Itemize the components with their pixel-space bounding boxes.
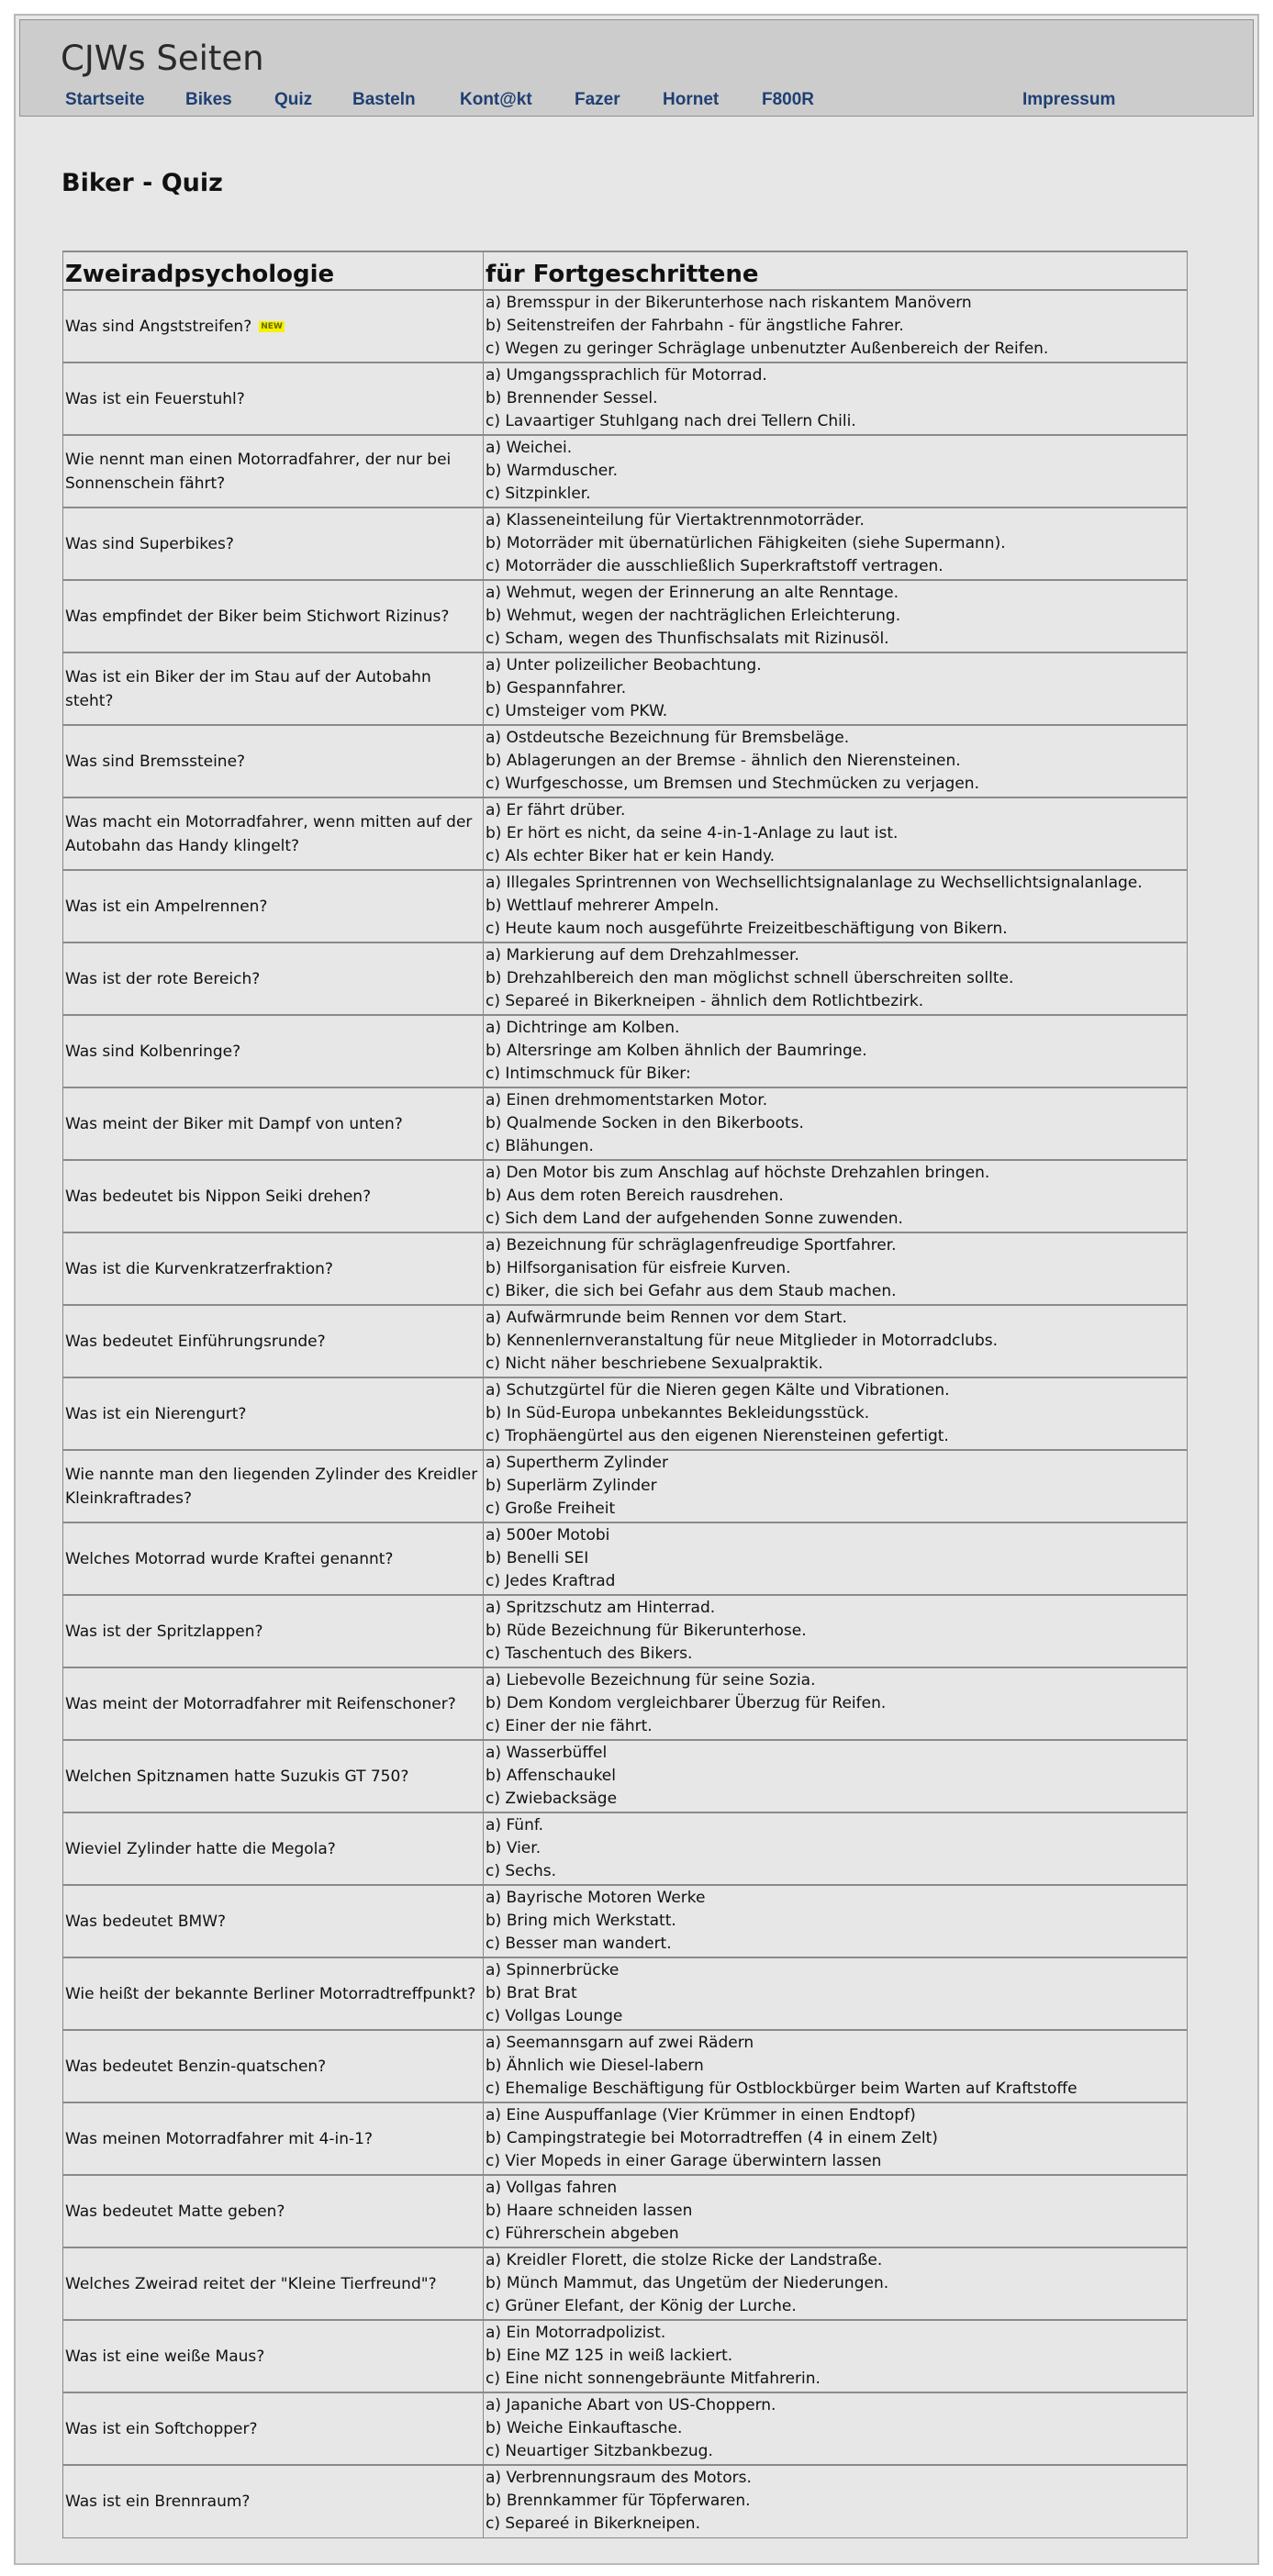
answers-cell [484,2392,1188,2465]
answer-option: b) Rüde Bezeichnung für Bikerunterhose. [486,1622,807,1640]
answer-option: b) Eine MZ 125 in weiß lackiert. [486,2347,733,2365]
question-text: Welches Motorrad wurde Kraftei genannt? [65,1549,394,1568]
question-cell [63,1667,484,1740]
table-row [63,2320,1188,2392]
answer-option: b) In Süd-Europa unbekanntes Bekleidungsstück. [486,1404,870,1422]
table-row [63,1087,1188,1160]
question-text: Was meinen Motorradfahrer mit 4-in-1? [65,2129,373,2148]
answer-option: c) Separeé in Bikerkneipen - ähnlich dem Rotlichtbezirk. [486,992,924,1010]
answer-option: b) Brat Brat [486,1984,577,2002]
question-text: Welchen Spitznamen hatte Suzukis GT 750? [65,1767,409,1786]
question-cell [63,1450,484,1522]
answers-cell [484,1885,1188,1957]
answer-option: b) Superlärm Zylinder [486,1477,657,1495]
answers-cell [484,1015,1188,1087]
answers-cell [484,1087,1188,1160]
answer-option: c) Sechs. [486,1862,557,1880]
answers-cell [484,290,1188,362]
table-row [63,1667,1188,1740]
answer-option: a) Verbrennungsraum des Motors. [486,2469,752,2487]
question-text: Wie nennt man einen Motorradfahrer, der nur bei Sonnenschein fährt? [65,450,452,493]
answers-cell [484,435,1188,507]
question-text: Wie heißt der bekannte Berliner Motorradtreffpunkt? [65,1984,476,2003]
answer-option: c) Vollgas Lounge [486,2007,623,2025]
question-cell [63,1885,484,1957]
table-row [63,725,1188,797]
answer-option: a) Spinnerbrücke [486,1961,620,1979]
column-header-questions: Zweiradpsychologie [63,251,484,290]
question-cell [63,435,484,507]
question-cell [63,2175,484,2247]
question-cell [63,1160,484,1232]
site-header [19,19,1254,117]
answer-option: c) Große Freiheit [486,1500,616,1518]
main-nav [20,90,1253,112]
answer-option: c) Wegen zu geringer Schräglage unbenutzter Außenbereich der Reifen. [486,340,1049,358]
answer-option: a) Dichtringe am Kolben. [486,1019,680,1037]
answers-cell [484,870,1188,942]
answer-option: a) Spritzschutz am Hinterrad. [486,1599,716,1617]
question-text: Was sind Kolbenringe? [65,1042,241,1061]
answer-option: a) Kreidler Florett, die stolze Ricke der Landstraße. [486,2251,883,2269]
answer-option: a) Er fährt drüber. [486,801,626,820]
table-row [63,1450,1188,1522]
answer-option: c) Als echter Biker hat er kein Handy. [486,847,776,865]
answer-option: b) Campingstrategie bei Motorradtreffen (4 in einem Zelt) [486,2129,938,2147]
answer-option: a) Seemannsgarn auf zwei Rädern [486,2034,754,2052]
answer-option: a) Eine Auspuffanlage (Vier Krümmer in einen Endtopf) [486,2106,916,2124]
answers-cell [484,1450,1188,1522]
answer-option: a) Supertherm Zylinder [486,1454,668,1472]
question-text: Was ist eine weiße Maus? [65,2347,265,2366]
answer-option: c) Scham, wegen des Thunfischsalats mit Rizinusöl. [486,630,889,648]
answer-option: a) Umgangssprachlich für Motorrad. [486,366,767,385]
answers-cell [484,2247,1188,2320]
answers-cell [484,362,1188,435]
answer-option: a) Den Motor bis zum Anschlag auf höchste Drehzahlen bringen. [486,1164,990,1182]
answer-option: b) Ablagerungen an der Bremse - ähnlich den Nierensteinen. [486,752,961,770]
question-cell [63,1232,484,1305]
new-badge: NEW [261,321,283,331]
nav-hornet[interactable]: Hornet [663,90,720,109]
answer-option: b) Kennenlernveranstaltung für neue Mitglieder in Motorradclubs. [486,1332,999,1350]
answers-cell [484,1305,1188,1377]
question-cell [63,870,484,942]
answer-option: c) Einer der nie fährt. [486,1717,653,1735]
question-text: Was meint der Biker mit Dampf von unten? [65,1114,403,1133]
table-row [63,1522,1188,1595]
question-cell [63,725,484,797]
answers-cell [484,2320,1188,2392]
answer-option: c) Jedes Kraftrad [486,1572,616,1590]
answer-option: b) Wettlauf mehrerer Ampeln. [486,897,720,915]
table-row [63,435,1188,507]
question-cell [63,652,484,725]
answer-option: c) Ehemalige Beschäftigung für Ostblockbürger beim Warten auf Kraftstoffe [486,2080,1078,2098]
question-cell [63,2320,484,2392]
answer-option: a) Unter polizeilicher Beobachtung. [486,656,762,675]
nav-basteln[interactable]: Basteln [352,90,416,109]
answers-cell [484,652,1188,725]
question-text: Was empfindet der Biker beim Stichwort Rizinus? [65,607,450,626]
answer-option: b) Bring mich Werkstatt. [486,1912,676,1930]
answer-option: c) Biker, die sich bei Gefahr aus dem Staub machen. [486,1282,897,1300]
answer-option: c) Sitzpinkler. [486,485,591,503]
answers-cell [484,797,1188,870]
quiz-header-row [63,251,1188,290]
question-cell [63,507,484,580]
answer-option: c) Eine nicht sonnengebräunte Mitfahrerin. [486,2370,821,2388]
answer-option: b) Weiche Einkauftasche. [486,2419,683,2437]
question-text: Was ist ein Biker der im Stau auf der Autobahn steht? [65,667,431,710]
table-row [63,1885,1188,1957]
table-row [63,362,1188,435]
answer-option: b) Wehmut, wegen der nachträglichen Erleichterung. [486,607,901,625]
answers-cell [484,1740,1188,1812]
answers-cell [484,1595,1188,1667]
question-cell [63,797,484,870]
answers-cell [484,2102,1188,2175]
answer-option: b) Aus dem roten Bereich rausdrehen. [486,1187,784,1205]
answer-option: c) Zwiebacksäge [486,1790,618,1808]
answer-option: a) 500er Motobi [486,1526,610,1544]
answer-option: a) Weichei. [486,439,573,457]
answer-option: b) Seitenstreifen der Fahrbahn - für ängstliche Fahrer. [486,317,904,335]
answer-option: c) Umsteiger vom PKW. [486,702,668,720]
answer-option: a) Ein Motorradpolizist. [486,2324,666,2342]
answer-option: c) Nicht näher beschriebene Sexualpraktik. [486,1355,823,1373]
answer-option: a) Wehmut, wegen der Erinnerung an alte Renntage. [486,584,899,602]
question-cell [63,2030,484,2102]
table-row [63,2175,1188,2247]
answer-option: a) Markierung auf dem Drehzahlmesser. [486,946,799,965]
question-cell [63,580,484,652]
answers-cell [484,725,1188,797]
answer-option: b) Motorräder mit übernatürlichen Fähigkeiten (siehe Supermann). [486,534,1006,552]
table-row [63,942,1188,1015]
question-text: Was sind Angststreifen? [65,317,252,336]
answer-option: b) Brennkammer für Töpferwaren. [486,2492,751,2510]
table-row [63,1595,1188,1667]
question-cell [63,2102,484,2175]
nav-kontakt[interactable]: Kont@kt [460,90,532,109]
table-row [63,2247,1188,2320]
question-text: Was macht ein Motorradfahrer, wenn mitten auf der Autobahn das Handy klingelt? [65,812,473,855]
question-cell [63,1522,484,1595]
question-cell [63,290,484,362]
table-row [63,1015,1188,1087]
answer-option: c) Neuartiger Sitzbankbezug. [486,2442,713,2460]
answer-option: a) Ostdeutsche Bezeichnung für Bremsbeläge. [486,729,850,747]
question-text: Was bedeutet Matte geben? [65,2202,285,2221]
answer-option: b) Haare schneiden lassen [486,2202,693,2220]
table-row [63,1377,1188,1450]
answer-option: c) Führerschein abgeben [486,2225,679,2243]
answer-option: c) Vier Mopeds in einer Garage überwintern lassen [486,2152,882,2170]
question-text: Was ist der rote Bereich? [65,969,261,988]
answer-option: a) Fünf. [486,1816,544,1834]
question-text: Was ist ein Brennraum? [65,2492,251,2511]
question-cell [63,1015,484,1087]
answer-option: b) Brennender Sessel. [486,389,658,407]
question-text: Was ist ein Feuerstuhl? [65,389,245,408]
nav-fazer[interactable]: Fazer [575,90,620,109]
table-row [63,2392,1188,2465]
question-text: Was meint der Motorradfahrer mit Reifenschoner? [65,1694,456,1713]
site-title: CJWs Seiten [61,39,264,78]
answer-option: c) Heute kaum noch ausgeführte Freizeitbeschäftigung von Bikern. [486,920,1008,938]
question-text: Was bedeutet Einführungsrunde? [65,1332,326,1351]
answer-option: a) Einen drehmomentstarken Motor. [486,1091,768,1110]
table-row [63,870,1188,942]
answer-option: c) Blähungen. [486,1137,594,1155]
question-text: Wie nannte man den liegenden Zylinder des Kreidler Kleinkraftrades? [65,1465,478,1508]
question-text: Wieviel Zylinder hatte die Megola? [65,1839,336,1858]
nav-f800r[interactable]: F800R [762,90,815,109]
table-row [63,652,1188,725]
table-row [63,2465,1188,2537]
question-cell [63,362,484,435]
table-row [63,1740,1188,1812]
question-text: Was ist ein Ampelrennen? [65,897,268,916]
answers-cell [484,507,1188,580]
answers-cell [484,942,1188,1015]
answers-cell [484,2030,1188,2102]
answer-option: b) Dem Kondom vergleichbarer Überzug für Reifen. [486,1694,887,1712]
question-cell [63,2465,484,2537]
question-text: Was ist der Spritzlappen? [65,1622,263,1641]
table-row [63,2030,1188,2102]
answer-option: c) Grüner Elefant, der König der Lurche. [486,2297,797,2315]
question-cell [63,1740,484,1812]
answer-option: a) Schutzgürtel für die Nieren gegen Kälte und Vibrationen. [486,1381,950,1400]
question-cell [63,1957,484,2030]
answers-cell [484,1812,1188,1885]
answer-option: b) Gespannfahrer. [486,679,627,697]
table-row [63,507,1188,580]
answer-option: a) Vollgas fahren [486,2179,618,2197]
answer-option: c) Lavaartiger Stuhlgang nach drei Tellern Chili. [486,412,856,430]
answers-cell [484,1957,1188,2030]
question-text: Was sind Superbikes? [65,534,234,553]
question-text: Was bedeutet BMW? [65,1912,227,1931]
question-cell [63,2247,484,2320]
table-row [63,290,1188,362]
answer-option: a) Japaniche Abart von US-Choppern. [486,2396,776,2414]
answers-cell [484,1160,1188,1232]
answer-option: b) Qualmende Socken in den Bikerboots. [486,1114,804,1132]
question-cell [63,2392,484,2465]
answer-option: a) Klasseneinteilung für Viertaktrennmotorräder. [486,511,865,530]
answer-option: b) Affenschaukel [486,1767,616,1785]
answer-option: b) Drehzahlbereich den man möglichst schnell überschreiten sollte. [486,969,1014,987]
answer-option: b) Er hört es nicht, da seine 4-in-1-Anlage zu laut ist. [486,824,899,842]
question-text: Welches Zweirad reitet der "Kleine Tierfreund"? [65,2274,437,2293]
answer-option: a) Bezeichnung für schräglagenfreudige Sportfahrer. [486,1236,897,1255]
answer-option: a) Bayrische Motoren Werke [486,1889,706,1907]
quiz-table [62,251,1188,2538]
question-text: Was ist die Kurvenkratzerfraktion? [65,1259,333,1278]
question-cell [63,942,484,1015]
question-cell [63,1377,484,1450]
answers-cell [484,1522,1188,1595]
table-row [63,797,1188,870]
question-text: Was ist ein Nierengurt? [65,1404,247,1423]
question-cell [63,1595,484,1667]
answers-cell [484,2175,1188,2247]
table-row [63,1957,1188,2030]
page-frame [14,14,1259,2565]
answer-option: c) Besser man wandert. [486,1935,672,1953]
question-cell [63,1087,484,1160]
answer-option: c) Trophäengürtel aus den eigenen Nierensteinen gefertigt. [486,1427,949,1445]
answer-option: b) Münch Mammut, das Ungetüm der Niederungen. [486,2274,889,2292]
answer-option: c) Motorräder die ausschließlich Superkraftstoff vertragen. [486,557,944,575]
answer-option: b) Benelli SEI [486,1549,589,1567]
answer-option: a) Liebevolle Bezeichnung für seine Sozia. [486,1671,816,1689]
table-row [63,2102,1188,2175]
question-text: Was bedeutet Benzin-quatschen? [65,2057,327,2076]
answers-cell [484,1377,1188,1450]
answer-option: a) Illegales Sprintrennen von Wechsellichtsignalanlage zu Wechsellichtsignalanlage. [486,874,1143,892]
nav-bikes[interactable]: Bikes [185,90,232,109]
table-row [63,1160,1188,1232]
answer-option: a) Aufwärmrunde beim Rennen vor dem Start. [486,1309,847,1327]
question-cell [63,1305,484,1377]
page-heading: Biker - Quiz [61,169,223,197]
answer-option: c) Intimschmuck für Biker: [486,1065,691,1083]
table-row [63,1232,1188,1305]
nav-quiz[interactable]: Quiz [274,90,313,109]
answer-option: b) Ähnlich wie Diesel-labern [486,2057,704,2075]
answers-cell [484,1667,1188,1740]
answers-cell [484,580,1188,652]
question-text: Was sind Bremssteine? [65,752,246,771]
question-text: Was ist ein Softchopper? [65,2419,258,2438]
nav-impressum[interactable]: Impressum [1022,90,1116,109]
answer-option: b) Altersringe am Kolben ähnlich der Baumringe. [486,1042,867,1060]
answer-option: b) Warmduscher. [486,462,619,480]
answer-option: a) Wasserbüffel [486,1744,608,1762]
question-cell [63,1812,484,1885]
quiz-body [63,290,1188,2537]
answer-option: a) Bremsspur in der Bikerunterhose nach riskantem Manövern [486,294,972,312]
answers-cell [484,1232,1188,1305]
answers-cell [484,2465,1188,2537]
table-row [63,1812,1188,1885]
table-row [63,1305,1188,1377]
table-row [63,580,1188,652]
answer-option: c) Separeé in Bikerkneipen. [486,2515,700,2533]
answer-option: c) Wurfgeschosse, um Bremsen und Stechmücken zu verjagen. [486,775,979,793]
answer-option: b) Hilfsorganisation für eisfreie Kurven. [486,1259,791,1277]
question-text: Was bedeutet bis Nippon Seiki drehen? [65,1187,372,1206]
answer-option: b) Vier. [486,1839,542,1857]
column-header-answers: für Fortgeschrittene [484,251,1188,290]
answer-option: c) Taschentuch des Bikers. [486,1645,693,1663]
nav-startseite[interactable]: Startseite [65,90,145,109]
answer-option: c) Sich dem Land der aufgehenden Sonne zuwenden. [486,1210,903,1228]
